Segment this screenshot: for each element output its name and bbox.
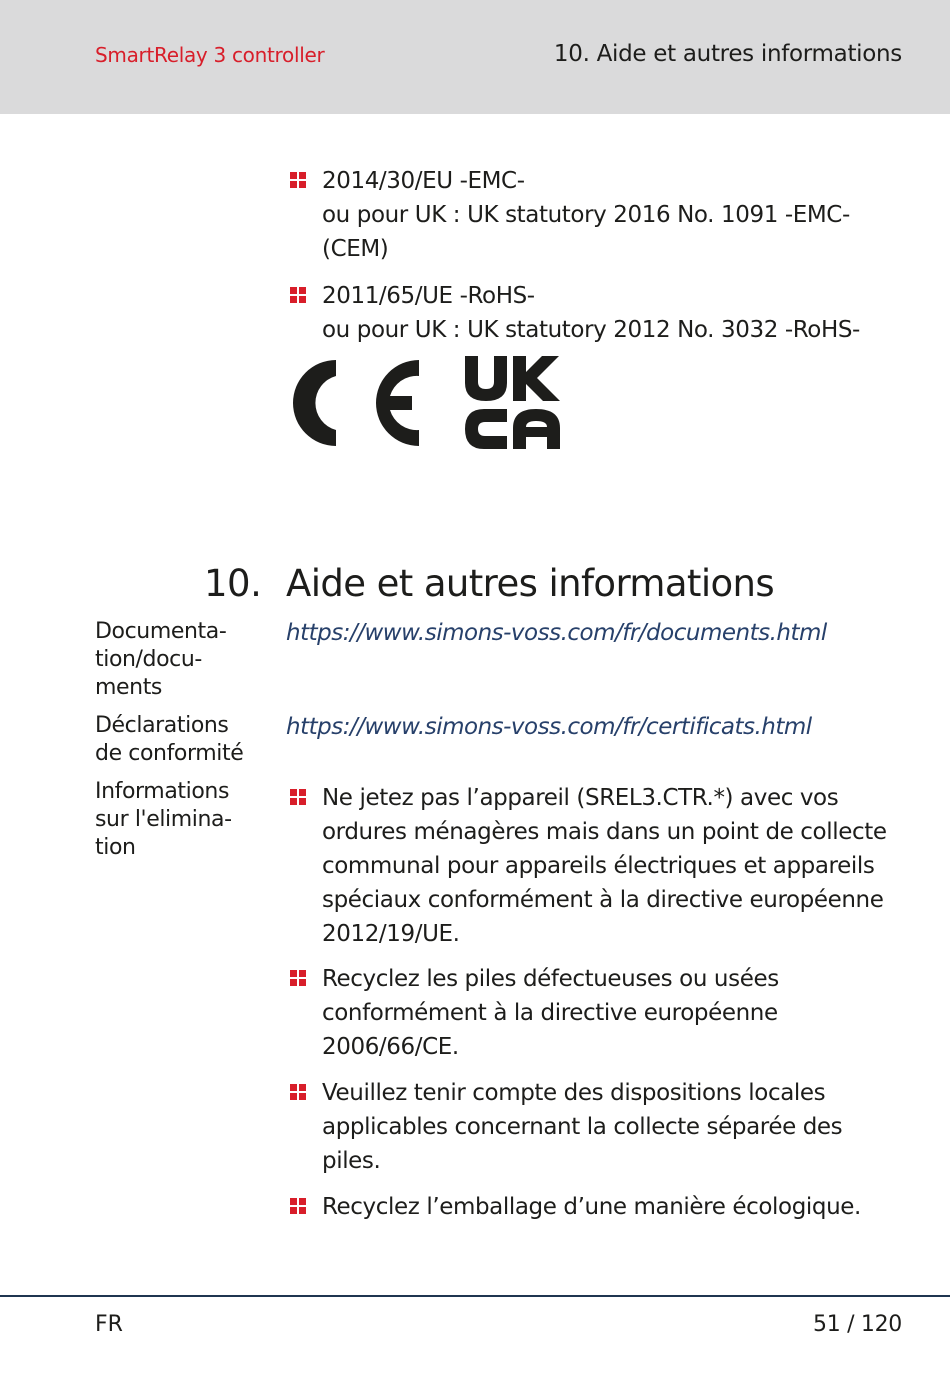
disposal-line: Recyclez l’emballage d’une manière écologique. [322, 1194, 861, 1220]
page-header [0, 0, 950, 114]
disposal-line: 2006/66/CE. [322, 1034, 459, 1060]
disposal-item [322, 1190, 902, 1224]
documents-link[interactable]: https://www.simons-voss.com/fr/documents.html [286, 620, 827, 646]
page-number: 51 / 120 [813, 1312, 902, 1337]
label-line: Documenta- [95, 619, 227, 644]
conformity-marks [284, 352, 564, 454]
red-square-bullet-icon [290, 287, 306, 303]
label-line: Informations [95, 779, 230, 804]
red-square-bullet-icon [290, 172, 306, 188]
red-square-bullet-icon [290, 789, 306, 805]
label-line: tion/docu- [95, 647, 202, 672]
label-line: Déclarations [95, 713, 229, 738]
label-line: sur l'elimina- [95, 807, 232, 832]
directive-line: ou pour UK : UK statutory 2016 No. 1091 -EMC- [322, 202, 850, 228]
section-title: Aide et autres informations [286, 562, 775, 605]
disposal-item [322, 1076, 902, 1178]
label-line: de conformité [95, 741, 244, 766]
disposal-line: communal pour appareils électriques et appareils [322, 853, 875, 879]
language-code: FR [95, 1312, 123, 1337]
disposal-line: applicables concernant la collecte séparée des [322, 1114, 843, 1140]
directive-line: 2014/30/EU -EMC- [322, 168, 525, 194]
disposal-line: spéciaux conformément à la directive européenne [322, 887, 884, 913]
product-name: SmartRelay 3 controller [95, 43, 325, 67]
label-line: ments [95, 675, 162, 700]
disposal-line: ordures ménagères mais dans un point de collecte [322, 819, 887, 845]
footer-divider [0, 1295, 950, 1297]
red-square-bullet-icon [290, 1084, 306, 1100]
red-square-bullet-icon [290, 1198, 306, 1214]
disposal-line: piles. [322, 1148, 381, 1174]
disposal-label [95, 778, 270, 862]
directive-item-rohs [322, 279, 902, 347]
declarations-label [95, 712, 270, 768]
directive-line: (CEM) [322, 236, 389, 262]
label-line: tion [95, 835, 136, 860]
ukca-mark-logo [465, 356, 560, 449]
disposal-line: conformément à la directive européenne [322, 1000, 778, 1026]
certificates-link[interactable]: https://www.simons-voss.com/fr/certificats.html [286, 714, 812, 740]
disposal-item [322, 781, 902, 951]
ce-mark-logo [293, 360, 419, 446]
disposal-line: Ne jetez pas l’appareil (SREL3.CTR.*) avec vos [322, 785, 839, 811]
directive-line: 2011/65/UE -RoHS- [322, 283, 535, 309]
chapter-title: 10. Aide et autres informations [553, 41, 902, 67]
disposal-line: Recyclez les piles défectueuses ou usées [322, 966, 779, 992]
documentation-label [95, 618, 270, 702]
disposal-item [322, 962, 902, 1064]
disposal-line: Veuillez tenir compte des dispositions locales [322, 1080, 826, 1106]
red-square-bullet-icon [290, 970, 306, 986]
disposal-line: 2012/19/UE. [322, 921, 460, 947]
section-number: 10. [204, 562, 262, 605]
directive-item-emc [322, 164, 902, 266]
directive-line: ou pour UK : UK statutory 2012 No. 3032 -RoHS- [322, 317, 860, 343]
